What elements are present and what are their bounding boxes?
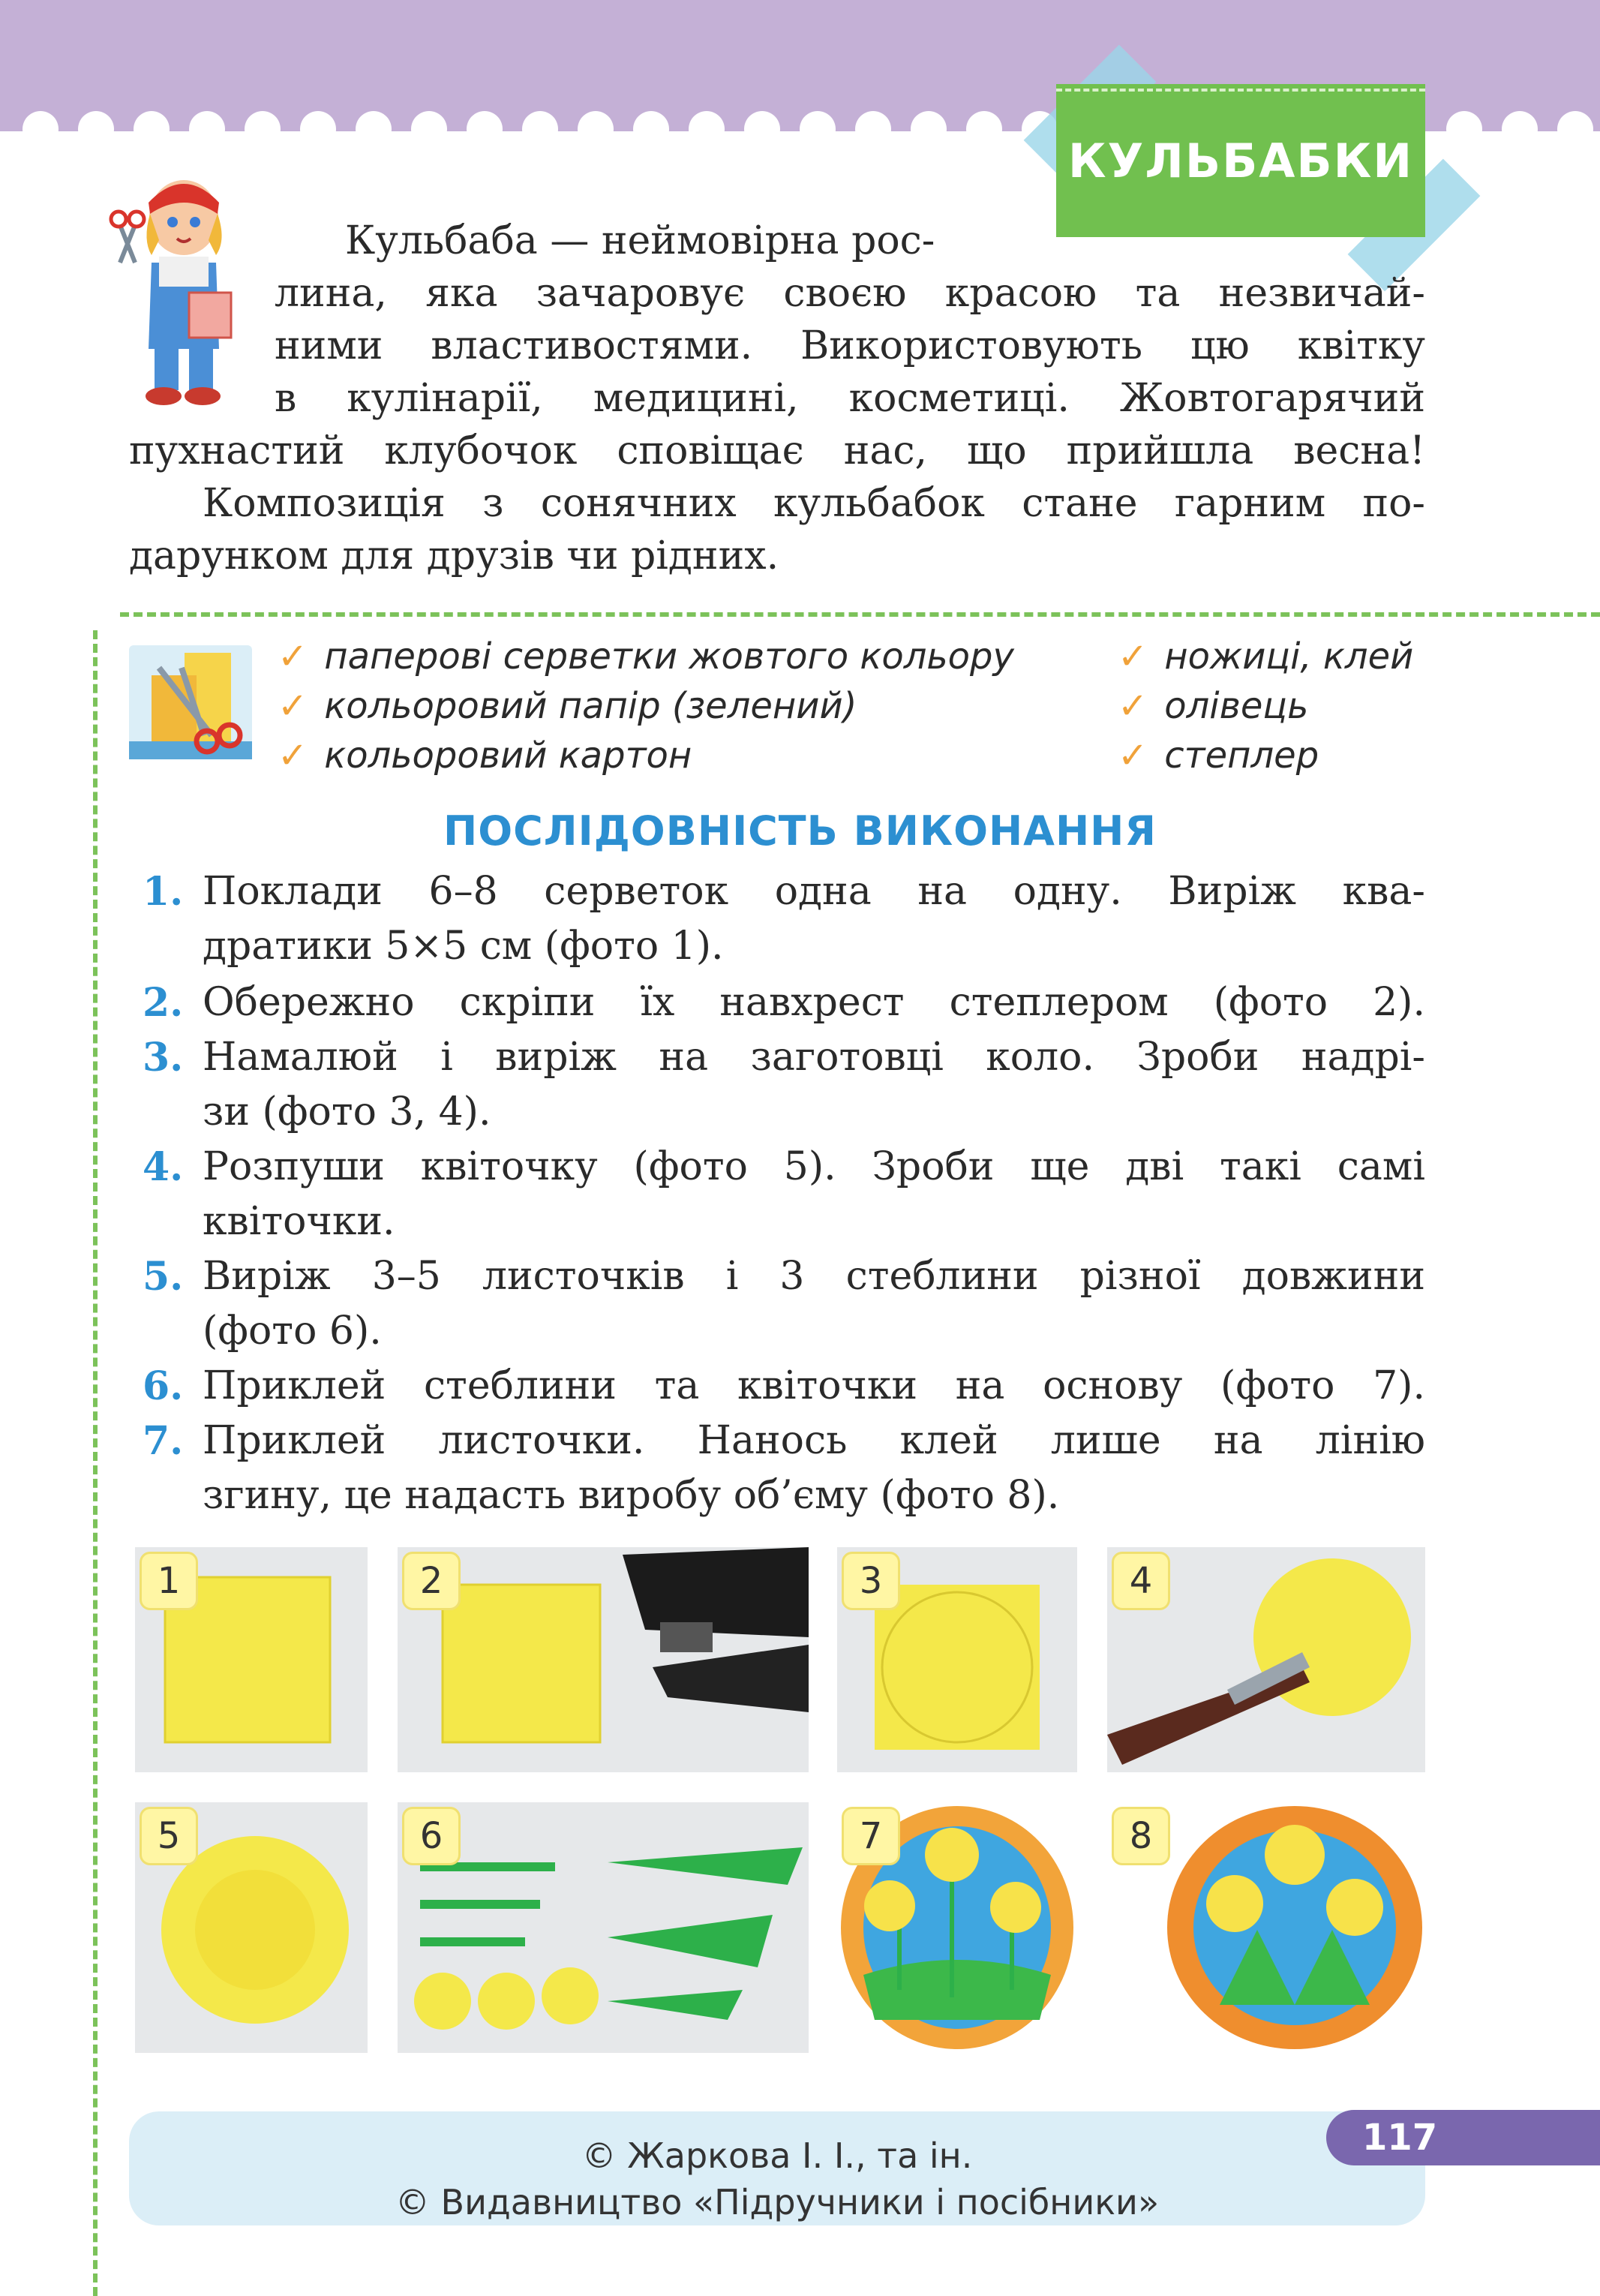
step-item: 7. Приклей листочки. Нанось клей лише на лінію згину, це надасть виробу об’єму (фото 8). (203, 1414, 1425, 1523)
materials-icon (129, 645, 252, 759)
photo-number-badge: 3 (842, 1552, 900, 1610)
material-item: ✓ паперові серветки жовтого кольору (278, 636, 1014, 678)
check-icon: ✓ (1118, 636, 1148, 678)
dashed-frame-left (93, 630, 98, 2296)
step-number: 5. (143, 1254, 184, 1300)
photo-2 (398, 1547, 809, 1772)
page-number: 117 (1326, 2110, 1600, 2165)
material-item: ✓ кольоровий папір (зелений) (278, 685, 857, 727)
check-icon: ✓ (278, 735, 308, 777)
title-dash-line (1056, 89, 1425, 92)
photo-7 (837, 1802, 1077, 2053)
photo-number-badge: 7 (842, 1807, 900, 1865)
materials-list-left (278, 632, 1014, 780)
step-item: 6. Приклей стеблини та квіточки на основу (фото 7). (203, 1359, 1425, 1414)
step-item: 3. Намалюй і виріж на заготовці коло. Зроби надрі- зи (фото 3, 4). (203, 1030, 1425, 1140)
photo-4 (1107, 1547, 1425, 1772)
photo-3 (837, 1547, 1077, 1772)
step-number: 2. (143, 980, 184, 1026)
step-number: 6. (143, 1363, 184, 1409)
sequence-heading: ПОСЛІДОВНІСТЬ ВИКОНАННЯ (443, 807, 1157, 855)
step-item: 5. Виріж 3–5 листочків і 3 стеблини різної довжини (фото 6). (203, 1249, 1425, 1359)
materials-list-right (1118, 632, 1413, 780)
material-item: ✓ ножиці, клей (1118, 636, 1414, 678)
intro-line: в кулінарії, медицині, косметиці. Жовтогарячий (275, 376, 1425, 421)
material-item: ✓ олівець (1118, 685, 1309, 727)
step-number: 3. (143, 1035, 184, 1080)
photo-5 (135, 1802, 368, 2053)
intro-line: ними властивостями. Використовують цю квітку (275, 323, 1425, 368)
copyright-authors: © Жаркова І. І., та ін. (581, 2135, 973, 2176)
intro-line: дарунком для друзів чи рідних. (129, 533, 779, 579)
step-number: 7. (143, 1418, 184, 1464)
step-number: 1. (143, 869, 184, 915)
photo-number-badge: 2 (402, 1552, 461, 1610)
check-icon: ✓ (278, 685, 308, 727)
step-item: 4. Розпуши квіточку (фото 5). Зроби ще дві такі самі квіточки. (203, 1140, 1425, 1249)
photo-number-badge: 4 (1112, 1552, 1170, 1610)
check-icon: ✓ (1118, 685, 1148, 727)
photo-number-badge: 1 (140, 1552, 198, 1610)
step-item: 2. Обережно скріпи їх навхрест степлером (фото 2). (203, 975, 1425, 1030)
intro-line: лина, яка зачаровує своєю красою та незвичай- (275, 271, 1425, 316)
photo-1 (135, 1547, 368, 1772)
check-icon: ✓ (278, 636, 308, 678)
copyright-publisher: © Видавництво «Підручники і посібники» (395, 2182, 1160, 2222)
material-item: ✓ кольоровий картон (278, 735, 692, 777)
intro-paragraph (0, 215, 1600, 590)
photo-6 (398, 1802, 809, 2053)
photo-number-badge: 6 (402, 1807, 461, 1865)
dashed-frame-top (120, 612, 1600, 617)
intro-line: пухнастий клубочок сповіщає нас, що прийшла весна! (129, 428, 1425, 473)
page-title: КУЛЬБАБКИ (1056, 84, 1425, 237)
step-item: 1. Поклади 6–8 серветок одна на одну. Виріж ква- дратики 5×5 см (фото 1). (203, 864, 1425, 974)
step-number: 4. (143, 1144, 184, 1190)
check-icon: ✓ (1118, 735, 1148, 777)
photo-8 (1107, 1802, 1425, 2053)
photo-number-badge: 5 (140, 1807, 198, 1865)
photo-number-badge: 8 (1112, 1807, 1170, 1865)
intro-line: Кульбаба — неймовірна рос- (345, 218, 935, 263)
copyright-footer (129, 2111, 1425, 2225)
intro-line: Композиція з сонячних кульбабок стане гарним по- (203, 481, 1425, 526)
material-item: ✓ степлер (1118, 735, 1319, 777)
